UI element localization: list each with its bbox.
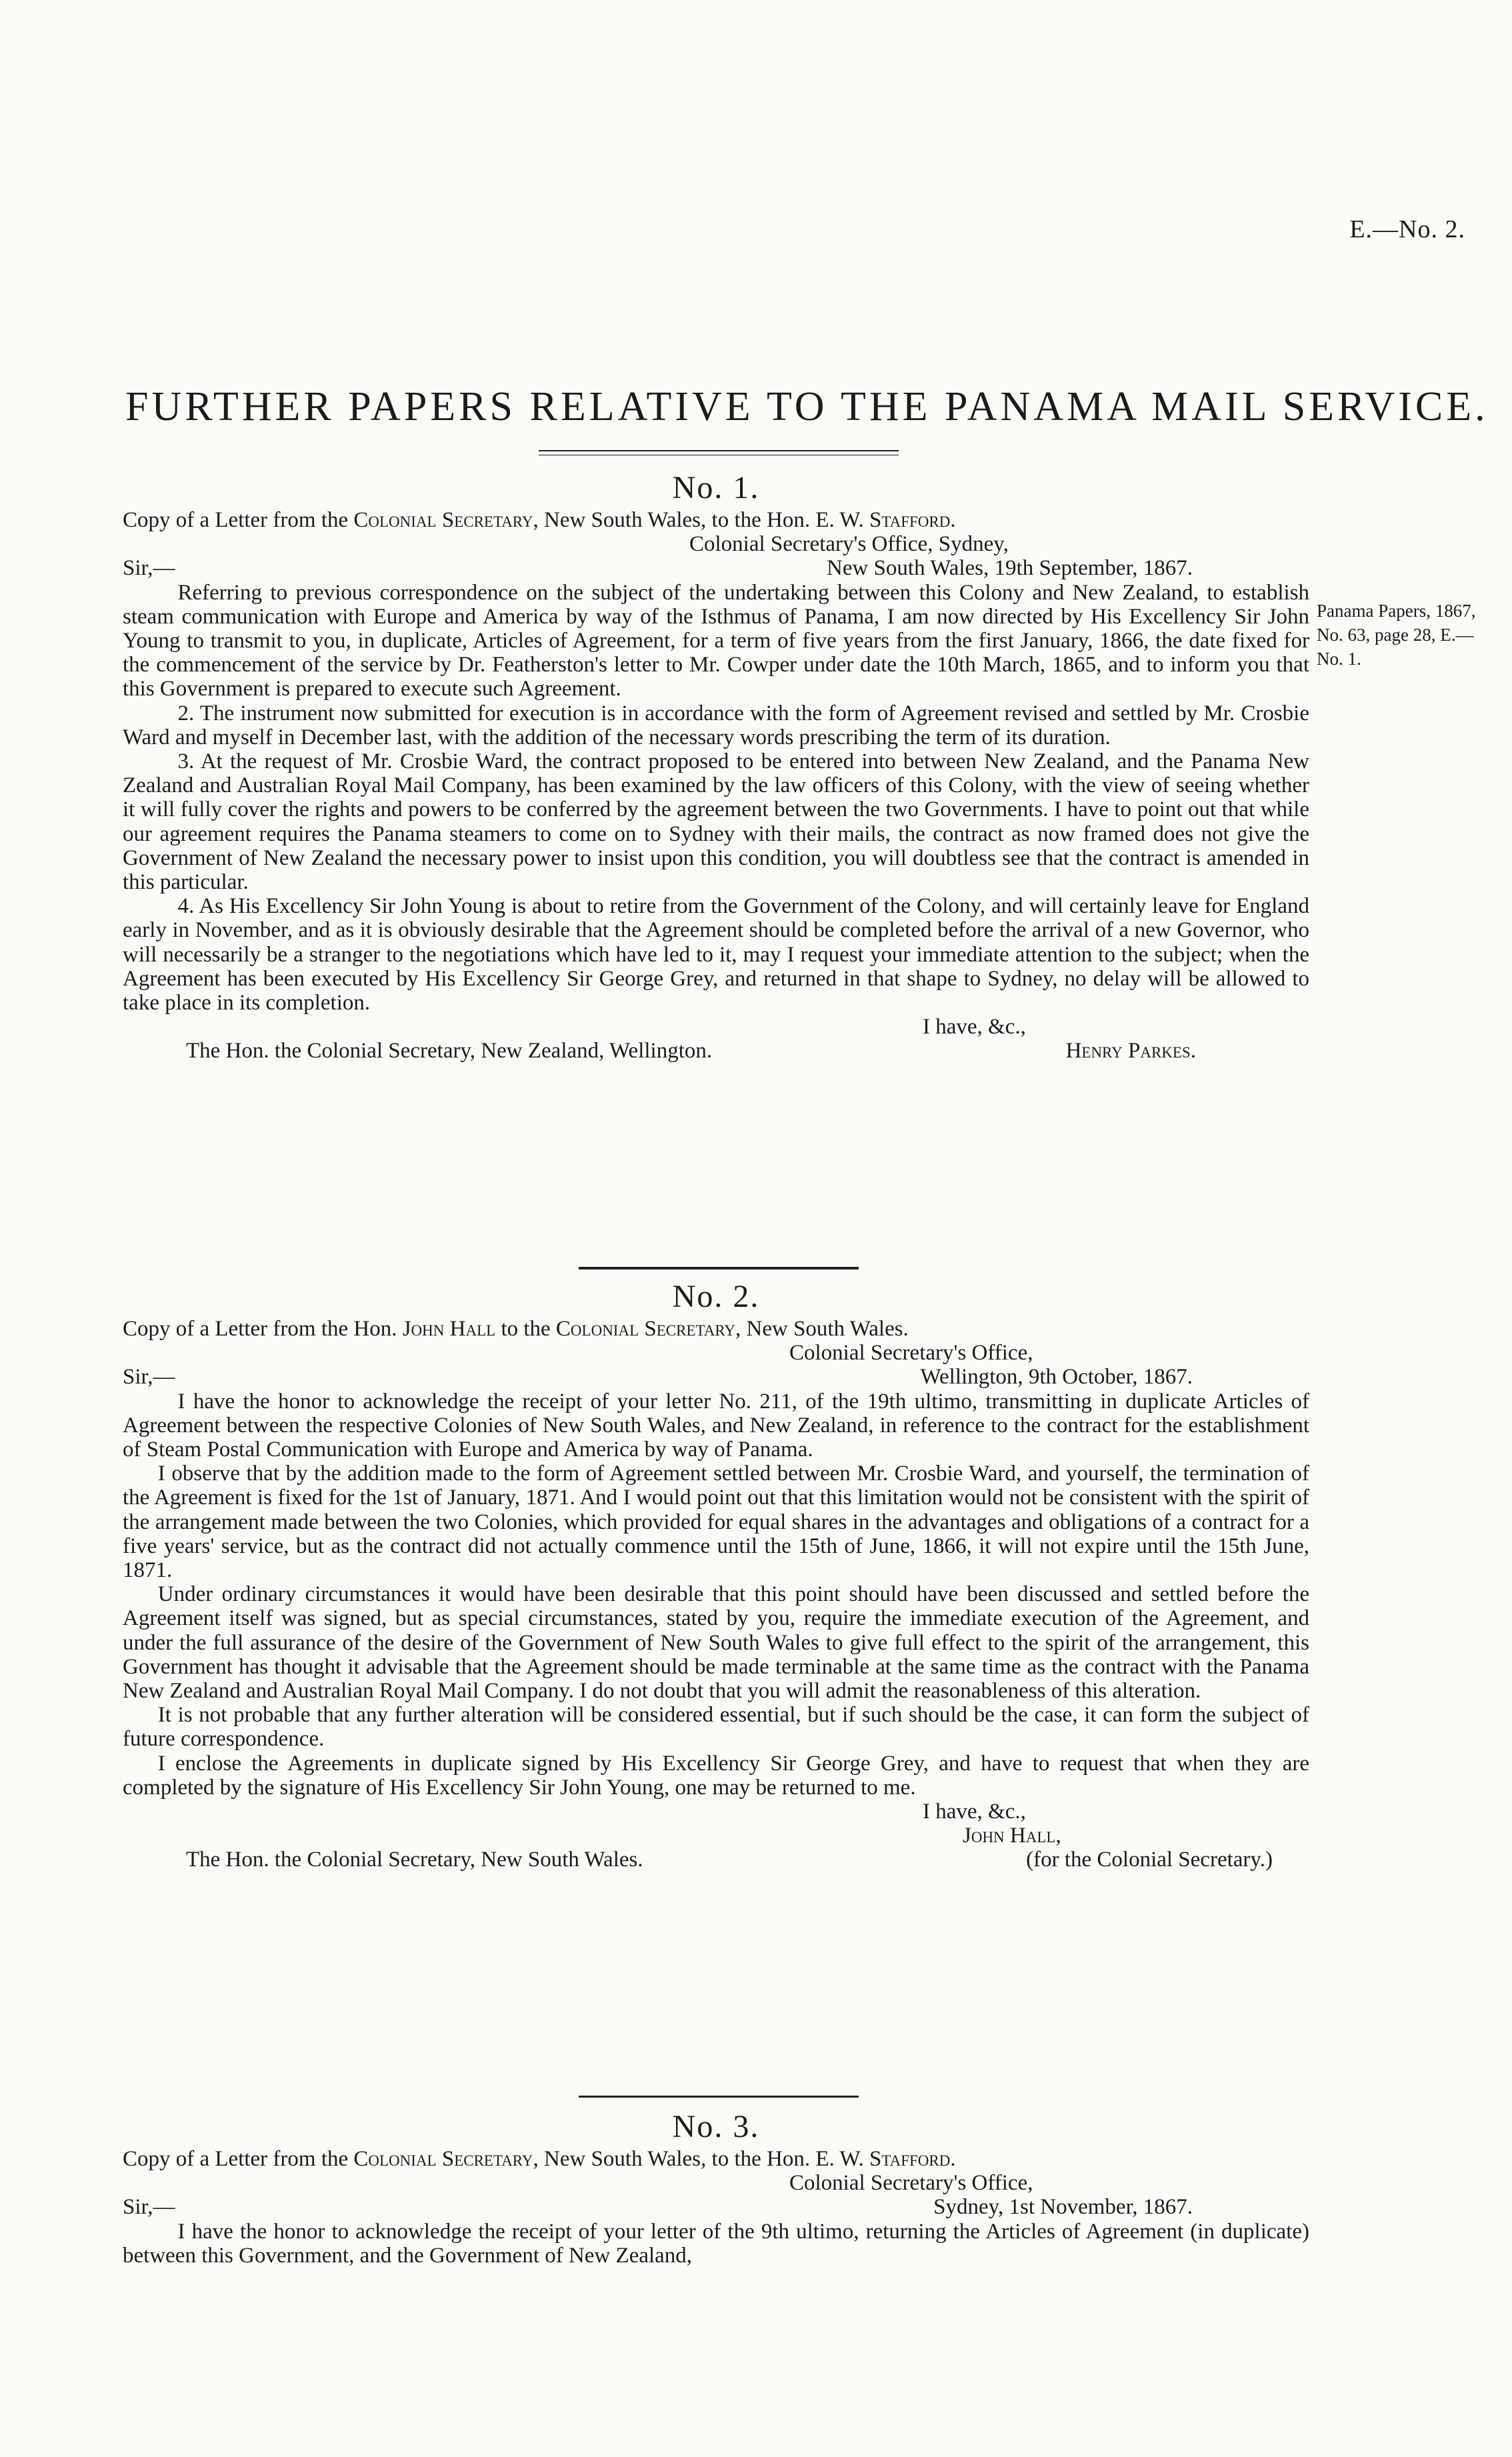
letter-2 [123, 1277, 1309, 1872]
letter-divider-2 [579, 2096, 859, 2098]
letter-2-signature-line [123, 1848, 1309, 1872]
letter-1-salutation-line [123, 556, 1309, 580]
letter-3-office: Colonial Secretary's Office, [789, 2171, 1033, 2196]
letter-2-salutation-line [123, 1365, 1309, 1389]
letter-1-paragraph: Referring to previous correspondence on the subject of the undertaking between this Colony and New Zealand, to establish steam communication with Europe and America by way of the Isthmus of Panama, I am now directed by His Excellency Sir John Young to transmit to you, in duplicate, Articles of Agreement, for a term of five years from the first January, 1866, the date fixed for the commencement of the service by Dr. Featherston's letter to Mr. Cowper under date the 10th March, 1865, and to inform you that this Government is prepared to execute such Agreement. [123, 580, 1309, 701]
letter-3-salutation: Sir,— [123, 2195, 175, 2220]
letter-1-number: No. 1. [672, 470, 760, 505]
margin-note: Panama Papers, 1867, No. 63, page 28, E.—No. 1. [1317, 601, 1476, 669]
page-reference: E.—No. 2. [1349, 215, 1465, 243]
letter-2-signatory-note: (for the Colonial Secretary.) [1026, 1848, 1273, 1872]
letter-1-salutation: Sir,— [123, 556, 175, 581]
letter-2-date: Wellington, 9th October, 1867. [920, 1365, 1193, 1390]
letter-2-heading: Copy of a Letter from the Hon. John Hall to the Colonial Secretary, New South Wales. [123, 1317, 909, 1341]
letter-1-paragraph: 2. The instrument now submitted for execution is in accordance with the form of Agreement revised and settled by Mr. Crosbie Ward and myself in December last, with the addition of the necessary words prescribing the term of its duration. [123, 701, 1309, 749]
letter-2-office: Colonial Secretary's Office, [789, 1341, 1033, 1366]
letter-2-paragraph: Under ordinary circumstances it would have been desirable that this point should have been discussed and settled before the Agreement itself was signed, but as special circumstances, stated by you, require the immediate execution of the Agreement, and under the full assurance of the desire of the Government of New South Wales to give full effect to the spirit of the arrangement, this Government has thought it advisable that the Agreement should be made terminable at the same time as the contract with the Panama New Zealand and Australian Royal Mail Company. I do not doubt that you will admit the reasonableness of this alteration. [123, 1582, 1309, 1704]
title-divider [539, 450, 899, 451]
letter-3-paragraph: I have the honor to acknowledge the receipt of your letter of the 9th ultimo, returning the Articles of Agreement (in duplicate) between this Government, and the Government of New Zealand, [123, 2219, 1309, 2268]
letter-2-addressee: The Hon. the Colonial Secretary, New South Wales. [186, 1848, 643, 1872]
letter-1-closing: I have, &c., [923, 1015, 1026, 1039]
letter-1-paragraph: 3. At the request of Mr. Crosbie Ward, the contract proposed to be entered into between New Zealand, and the Panama New Zealand and Australian Royal Mail Company, has been examined by the law officers of this Colony, with the view of seeing whether it will fully cover the rights and powers to be conferred by the agreement between the two Governments. I have to point out that while our agreement requires the Panama steamers to come on to Sydney with their mails, the contract as now framed does not give the Government of New Zealand the necessary power to insist upon this condition, you will doubtless see that the contract is amended in this particular. [123, 749, 1309, 895]
letter-1-paragraph: 4. As His Excellency Sir John Young is about to retire from the Government of the Colony, and will certainly leave for England early in November, and as it is obviously desirable that the Agreement should be completed before the arrival of a new Governor, who will necessarily be a stranger to the negotiations which have led to it, may I request your immediate attention to the subject; when the Agreement has been executed by His Excellency Sir George Grey, and returned in that shape to Sydney, no delay will be allowed to take place in its completion. [123, 894, 1309, 1015]
letter-2-paragraph: I enclose the Agreements in duplicate signed by His Excellency Sir George Grey, and have to request that when they are completed by the signature of His Excellency Sir John Young, one may be returned to me. [123, 1751, 1309, 1800]
letter-1-date: New South Wales, 19th September, 1867. [826, 556, 1193, 581]
letter-1-signature-line [123, 1039, 1309, 1063]
letter-2-paragraph: I observe that by the addition made to the form of Agreement settled between Mr. Crosbie Ward, and yourself, the termination of the Agreement is fixed for the 1st of January, 1871. And I would point out that this limitation would not be consistent with the spirit of the arrangement made between the two Colonies, which provided for equal shares in the advantages and obligations of a contract for a five years' service, but as the contract did not actually commence until the 15th of June, 1866, it will not expire until the 15th June, 1871. [123, 1462, 1309, 1583]
letter-3-heading: Copy of a Letter from the Colonial Secretary, New South Wales, to the Hon. E. W. Stafford. [123, 2147, 956, 2171]
letter-2-closing: I have, &c., [923, 1800, 1026, 1824]
letter-1 [123, 468, 1309, 1063]
letter-1-addressee: The Hon. the Colonial Secretary, New Zealand, Wellington. [186, 1039, 713, 1063]
document-title: FURTHER PAPERS RELATIVE TO THE PANAMA MAIL SERVICE. [125, 384, 1489, 429]
letter-2-paragraph: I have the honor to acknowledge the receipt of your letter No. 211, of the 19th ultimo, transmitting in duplicate Articles of Agreement between the respective Colonies of New South Wales, and New Zealand, in reference to the contract for the establishment of Steam Postal Communication with Europe and America by way of Panama. [123, 1389, 1309, 1462]
letter-3-number: No. 3. [672, 2109, 760, 2144]
letter-2-signatory: John Hall, [963, 1824, 1061, 1848]
letter-2-paragraph: It is not probable that any further alteration will be considered essential, but if such should be the case, it can form the subject of future correspondence. [123, 1703, 1309, 1752]
letter-1-signatory: Henry Parkes. [1065, 1039, 1196, 1063]
letter-3 [123, 2107, 1309, 2268]
letter-2-number: No. 2. [672, 1279, 760, 1314]
letter-2-salutation: Sir,— [123, 1365, 175, 1390]
letter-3-date: Sydney, 1st November, 1867. [933, 2195, 1193, 2220]
letter-1-heading: Copy of a Letter from the Colonial Secretary, New South Wales, to the Hon. E. W. Stafford. [123, 508, 956, 532]
letter-1-office: Colonial Secretary's Office, Sydney, [689, 532, 1009, 557]
letter-divider-1 [579, 1267, 859, 1270]
letter-3-salutation-line [123, 2195, 1309, 2219]
